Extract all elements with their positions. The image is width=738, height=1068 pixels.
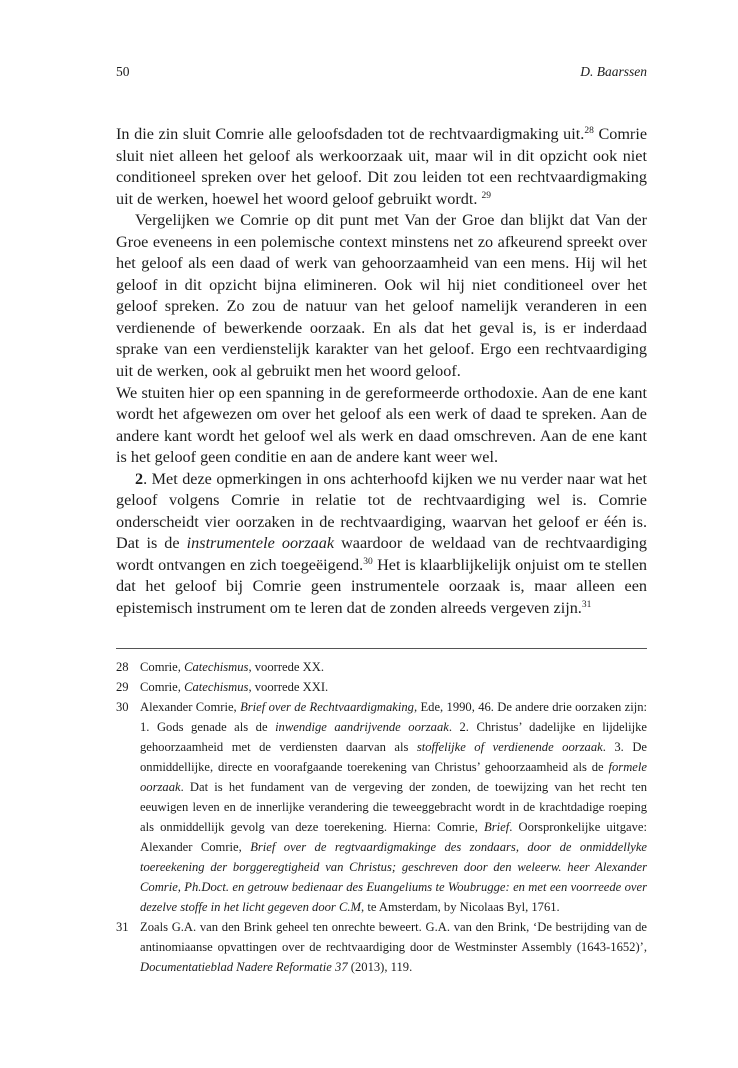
paragraph-1: In die zin sluit Comrie alle geloofsdaden tot de rechtvaardigmaking uit.$^{28}$ Comrie sluit niet alleen het geloof als werkoorzaak uit, maar wil in dit opzicht ook niet conditioneel spreken over het geloof. Dit zou leiden tot een rechtvaardigmaking uit de werken, hoewel het woord geloof gebruikt wordt. $^{29}$: [116, 125, 648, 208]
emphasis: instrumentele oorzaak: [186, 534, 335, 553]
page-number: 50: [116, 64, 130, 79]
footnote-separator: [116, 648, 647, 649]
paragraph-3: We stuiten hier op een spanning in de gereformeerde orthodoxie. Aan de ene kant wordt het afgewezen om over het geloof als een werk of daad te spreken. Aan de andere kant wordt het geloof wel als werk en daad omschreven. Aan de ene kant is het geloof geen conditie en aan de andere kant weer wel.: [116, 383, 647, 467]
footnote-ref-29[interactable]: 29: [481, 190, 491, 201]
main-text: [116, 124, 647, 620]
footnote-31: 31 Zoals G.A. van den Brink geheel ten onrechte beweert. G.A. van den Brink, ‘De bestrijding van de antinomiaanse opvattingen over de rechtvaardiging door de Westminster Assembly (1643-1652)’, Documentatieblad Nadere Reformatie 37 (2013), 119.: [116, 917, 647, 977]
footnote-number: 28: [116, 660, 129, 674]
footnote-ref-30[interactable]: 30: [363, 556, 373, 567]
paragraph-4: 2. Met deze opmerkingen in ons achterhoofd kijken we nu verder naar wat het geloof volgens Comrie in relatie tot de rechtvaardiging wel is. Comrie onderscheidt vier oorzaken in de rechtvaardiging, waarvan het geloof er één is. Dat is de instrumentele oorzaak waardoor de weldaad van de rechtvaardiging wordt ontvangen en zich toegeëigend.$^{30}$ Het is klaarblijkelijk onjuist om te stellen dat het geloof bij Comrie geen instrumentele oorzaak is, maar alleen een epistemisch instrument om te leren dat de zonden alreeds vergeven zijn.$^{31}$: [116, 469, 648, 618]
footnote-28: 28 Comrie, Catechismus, voorrede XX.: [116, 657, 647, 677]
page-header: [116, 64, 647, 86]
footnote-ref-31[interactable]: 31: [581, 600, 592, 611]
section-number: 2: [135, 469, 144, 488]
footnote-number: 30: [116, 700, 129, 714]
paragraph-2: Vergelijken we Comrie op dit punt met Van der Groe dan blijkt dat Van der Groe eveneens in een polemische context minstens net zo afkeurend spreekt over het geloof als een daad of werk van gehoorzaamheid van een mens. Hij wil het geloof in dit opzicht bijna elimineren. Ook wil hij niet conditioneel over het geloof spreken. Zo zou de natuur van het geloof namelijk veranderen in een verdienende of bewerkende oorzaak. En als dat het geval is, is er inderdaad sprake van een verdienstelijk karakter van het geloof. Ergo een rechtvaardiging uit de werken, ook al gebruikt men het woord geloof.: [116, 211, 647, 381]
footnote-30: 30 Alexander Comrie, Brief over de Rechtvaardigmaking, Ede, 1990, 46. De andere drie oorzaken zijn: 1. Gods genade als de inwendige aandrijvende oorzaak. 2. Christus’ dadelijke en lijdelijke gehoorzaamheid met de verdiensten daarvan als stoffelijke of verdienende oorzaak. 3. De onmiddellijke, directe en voorafgaande toerekening van Christus’ gehoorzaamheid als de formele oorzaak. Dat is het fundament van de vergeving der zonden, de toewijzing van het recht ten eeuwigen leven en de innerlijke verandering die teweeggebracht wordt in de krachtdadige roeping als onmiddellijk gevolg van deze toerekening. Hierna: Comrie, Brief. Oorspronkelijke uitgave: Alexander Comrie, Brief over de regtvaardigmakinge des zondaars, door de onmiddellyke toereekening der borggeregtigheid van Christus; geschreven door den weleerw. heer Alexander Comrie, Ph.Doct. en getrouw bedienaar des Euangeliums te Woubrugge: en met een voorreede over dezelve stoffe in het licht gegeven door C.M, te Amsterdam, by Nicolaas Byl, 1761.: [116, 697, 647, 917]
footnote-number: 31: [116, 920, 129, 934]
footnote-number: 29: [116, 680, 129, 694]
footnote-29: 29 Comrie, Catechismus, voorrede XXI.: [116, 677, 647, 697]
running-head-author: D. Baarssen: [580, 64, 647, 79]
footnotes: [116, 657, 647, 977]
footnote-ref-28[interactable]: 28: [584, 126, 594, 136]
